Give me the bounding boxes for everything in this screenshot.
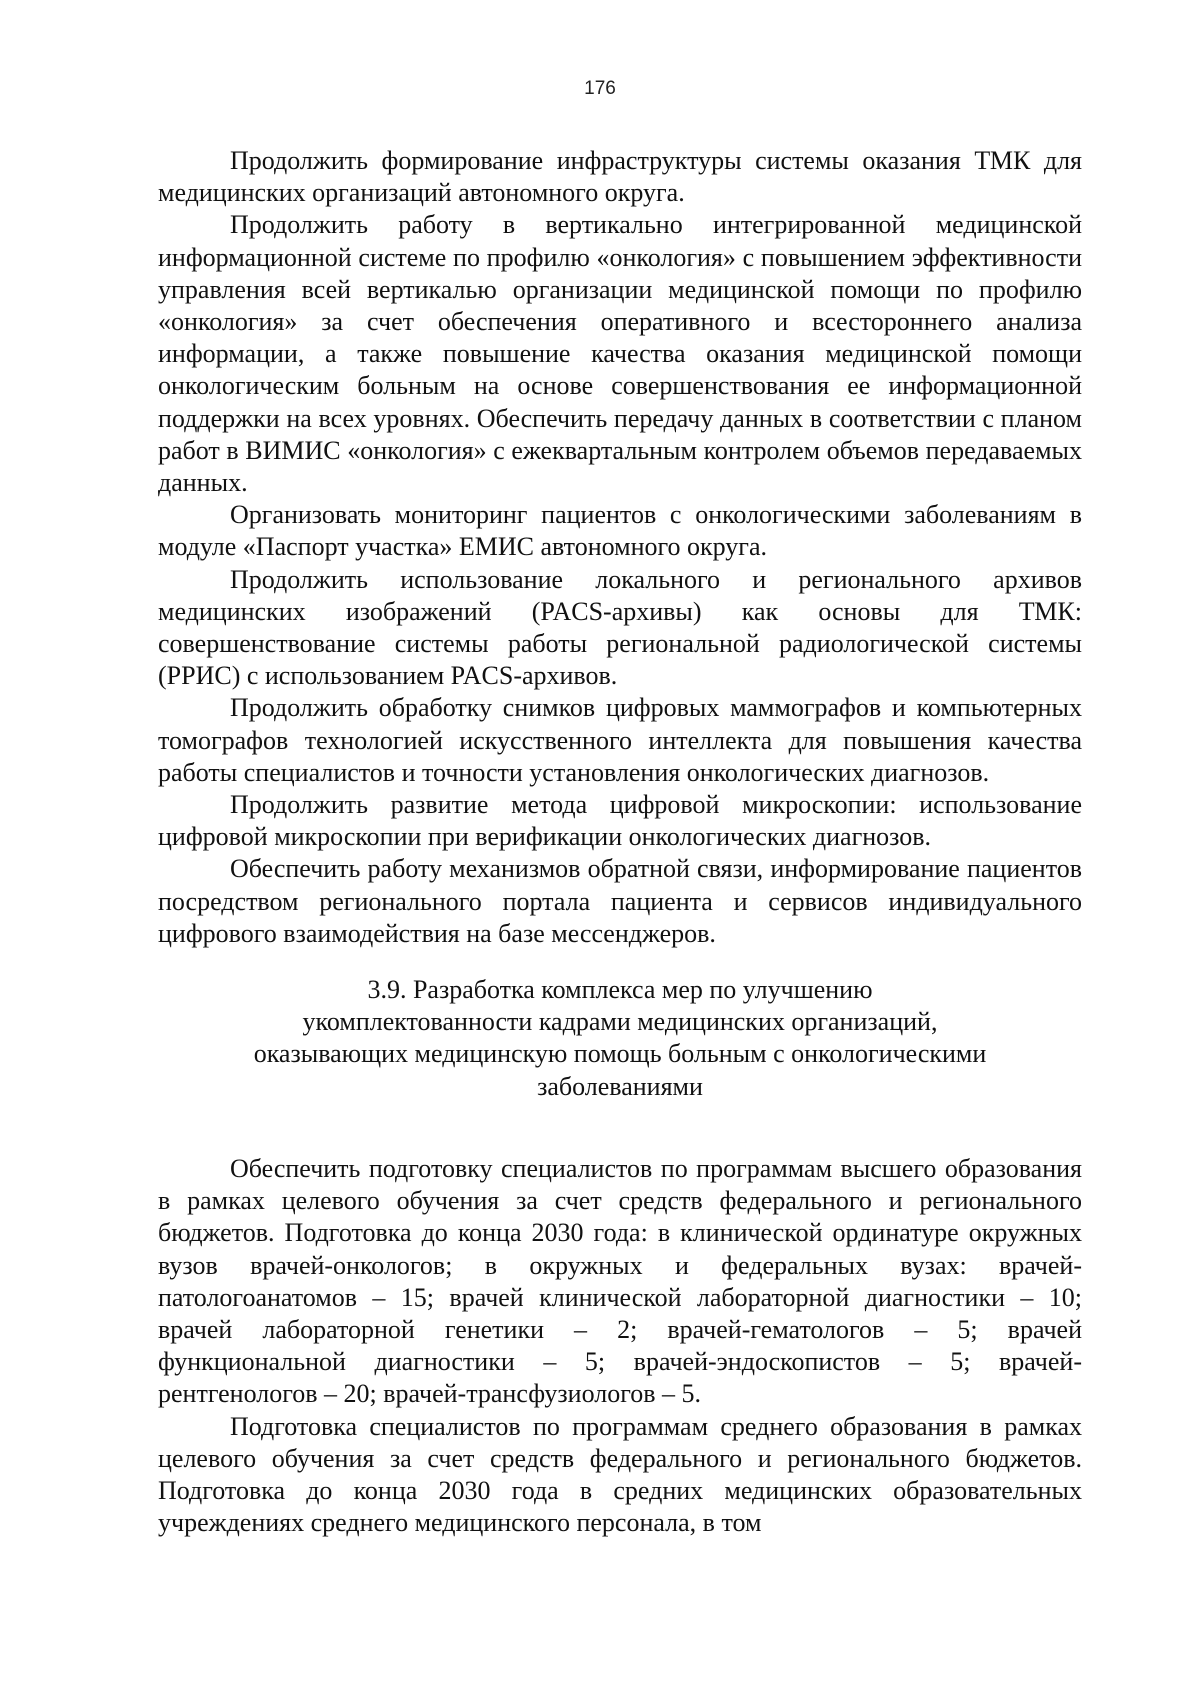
- paragraph: Обеспечить подготовку специалистов по программам высшего образования в рамках целевого обучения за счет средств федерального и регионального бюджетов. Подготовка до конца 2030 года: в клинической ординатуре окружных вузов врачей-онкологов; в окружных и федеральных вузах: врачей-патологоанатомов – 15; врачей клинической лабораторной диагностики – 10; врачей лабораторной генетики – 2; врачей-гематологов – 5; врачей функциональной диагностики – 5; врачей-эндоскопистов – 5; врачей-рентгенологов – 20; врачей-трансфузиологов – 5.: [158, 1153, 1082, 1409]
- section-heading-line: оказывающих медицинскую помощь больным с онкологическими: [253, 1039, 987, 1069]
- section-heading: [158, 974, 1082, 1103]
- document-body: [158, 145, 1082, 1539]
- section-heading-line: заболеваниями: [537, 1071, 703, 1101]
- paragraph: Продолжить использование локального и регионального архивов медицинских изображений (PACS-архивы) как основы для ТМК: совершенствование системы работы региональной радиологической системы (РРИС) с использованием PACS-архивов.: [158, 564, 1082, 691]
- paragraph: Продолжить развитие метода цифровой микроскопии: использование цифровой микроскопии при верификации онкологических диагнозов.: [158, 790, 1082, 852]
- page-number: 176: [584, 78, 616, 99]
- paragraph: Продолжить формирование инфраструктуры системы оказания ТМК для медицинских организаций автономного округа.: [158, 146, 1082, 208]
- paragraph: Организовать мониторинг пациентов с онкологическими заболеваниям в модуле «Паспорт участка» ЕМИС автономного округа.: [158, 500, 1082, 562]
- paragraph: Продолжить обработку снимков цифровых маммографов и компьютерных томографов технологией искусственного интеллекта для повышения качества работы специалистов и точности установления онкологических диагнозов.: [158, 693, 1082, 787]
- spacer: [158, 1103, 1082, 1153]
- paragraph: Обеспечить работу механизмов обратной связи, информирование пациентов посредством регионального портала пациента и сервисов индивидуального цифрового взаимодействия на базе мессенджеров.: [158, 854, 1082, 948]
- section-heading-line: 3.9. Разработка комплекса мер по улучшению: [367, 975, 873, 1005]
- section-heading-line: укомплектованности кадрами медицинских организаций,: [302, 1007, 938, 1037]
- paragraph: Продолжить работу в вертикально интегрированной медицинской информационной системе по профилю «онкология» с повышением эффективности управления всей вертикалью организации медицинской помощи по профилю «онкология» за счет обеспечения оперативного и всестороннего анализа информации, а также повышение качества оказания медицинской помощи онкологическим больным на основе совершенствования ее информационной поддержки на всех уровнях. Обеспечить передачу данных в соответствии с планом работ в ВИМИС «онкология» с ежеквартальным контролем объемов передаваемых данных.: [158, 210, 1082, 498]
- paragraph: Подготовка специалистов по программам среднего образования в рамках целевого обучения за счет средств федерального и регионального бюджетов. Подготовка до конца 2030 года в средних медицинских образовательных учреждениях среднего медицинского персонала, в том: [158, 1411, 1082, 1538]
